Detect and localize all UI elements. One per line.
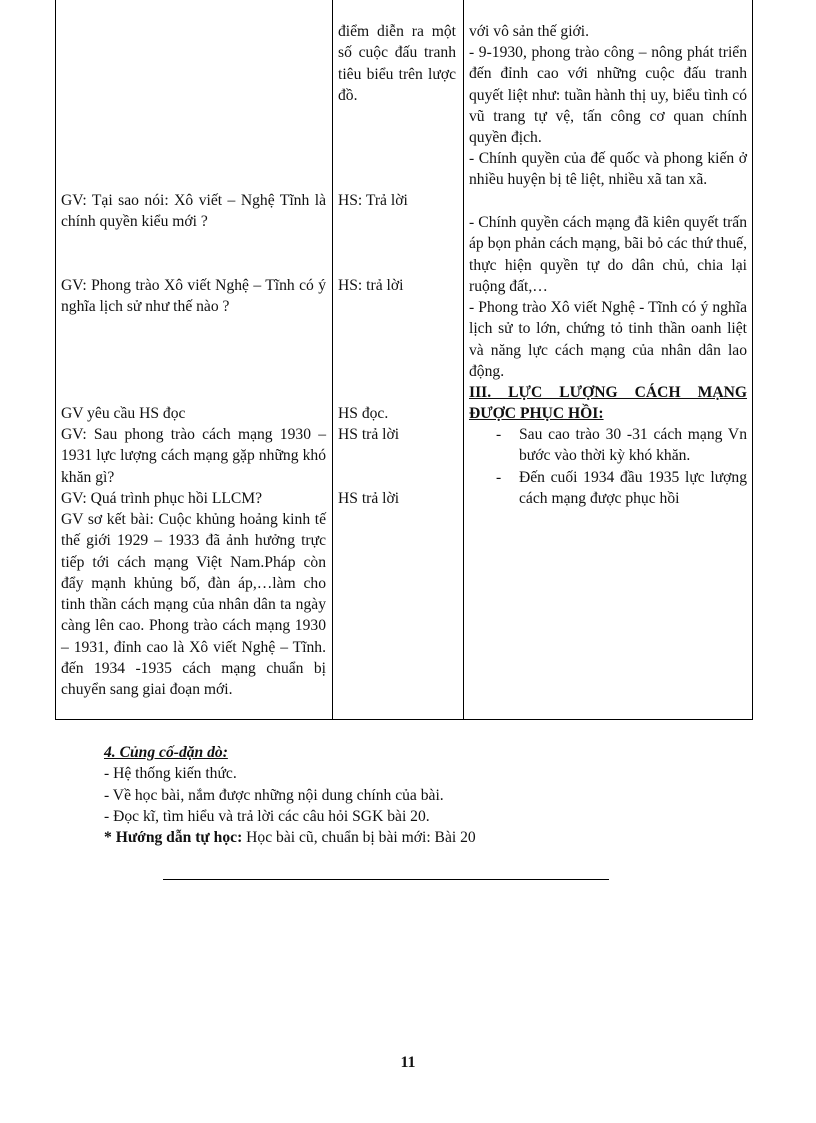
section-line: - Về học bài, nắm được những nội dung chính của bài. (104, 786, 444, 804)
divider-line (163, 879, 609, 880)
content-paragraph: - Phong trào Xô viết Nghệ - Tĩnh có ý nghĩa lịch sử to lớn, chứng tỏ tinh thần oanh liệt và năng lực cách mạng của nhân dân lao động. (469, 299, 747, 380)
section-line: - Đọc kĩ, tìm hiểu và trả lời các câu hỏi SGK bài 20. (104, 807, 430, 825)
bullet-dash: - (496, 469, 502, 486)
lesson-table (55, 0, 753, 720)
student-activity: HS: trả lời (338, 277, 404, 294)
teacher-summary: GV sơ kết bài: Cuộc khủng hoảng kinh tế thế giới 1929 – 1933 đã ảnh hưởng trực tiếp tới cách mạng Việt Nam.Pháp còn đẩy mạnh khủng bố, đàn áp,…làm cho tinh thần cách mạng của nhân dân ta ngày càng lên cao. Phong trào cách mạng 1930 – 1931, đỉnh cao là Xô viết Nghệ – Tĩnh. đến 1934 -1935 cách mạng chuẩn bị chuyển sang giai đoạn mới. (61, 511, 326, 699)
self-study-label: * Hướng dẫn tự học: (104, 829, 243, 847)
section-heading-line: ĐƯỢC PHỤC HỒI: (469, 405, 604, 423)
list-item-text: Đến cuối 1934 đầu 1935 lực lượng cách mạng được phục hồi (519, 469, 747, 508)
bullet-dash: - (496, 426, 502, 443)
section-heading-line: III. LỰC LƯỢNG CÁCH MẠNG (469, 384, 747, 401)
teacher-instruction: GV yêu cầu HS đọc (61, 405, 186, 422)
column-divider (463, 0, 464, 719)
list-item (496, 424, 747, 467)
section-line: - Hệ thống kiến thức. (104, 765, 237, 783)
teacher-question: GV: Phong trào Xô viết Nghệ – Tĩnh có ý nghĩa lịch sử như thế nào ? (61, 277, 326, 316)
list-item-text: Sau cao trào 30 -31 cách mạng Vn bước vào thời kỳ khó khăn. (519, 426, 747, 465)
student-activity: HS trả lời (338, 426, 400, 443)
list-item (496, 467, 747, 510)
content-paragraph: - Chính quyền của đế quốc và phong kiến ở nhiều huyện bị tê liệt, nhiều xã tan xã. (469, 150, 747, 189)
self-study-text: Học bài cũ, chuẩn bị bài mới: Bài 20 (242, 829, 476, 847)
page-number: 11 (400, 1054, 416, 1071)
student-activity: HS: Trả lời (338, 192, 408, 209)
student-activity: HS đọc. (338, 405, 389, 422)
student-activity: HS trả lời (338, 490, 400, 507)
consolidation-section (104, 742, 624, 848)
content-paragraph: với vô sản thế giới. (469, 23, 590, 40)
section-heading (469, 382, 747, 425)
column-divider (332, 0, 333, 719)
content-paragraph: - 9-1930, phong trào công – nông phát triển đến đỉnh cao với những cuộc đấu tranh quyết liệt như: tuần hành thị uy, biểu tình có vũ trang tự vệ, tấn công cơ quan chính quyền địch. (469, 44, 747, 147)
section-title: 4. Củng cố-dặn dò: (104, 744, 228, 761)
content-paragraph: - Chính quyền cách mạng đã kiên quyết trấn áp bọn phản cách mạng, bãi bỏ các thứ thuế, thực hiện quyền tự do dân chủ, chia lại ruộng đất,… (469, 214, 747, 295)
self-study-line (104, 827, 624, 848)
teacher-question: GV: Sau phong trào cách mạng 1930 – 1931 lực lượng cách mạng gặp những khó khăn gì? (61, 426, 326, 486)
teacher-question: GV: Tại sao nói: Xô viết – Nghệ Tĩnh là chính quyền kiểu mới ? (61, 192, 326, 231)
teacher-question: GV: Quá trình phục hồi LLCM? (61, 490, 263, 507)
student-activity: điểm diễn ra một số cuộc đấu tranh tiêu biểu trên lược đồ. (338, 23, 456, 104)
